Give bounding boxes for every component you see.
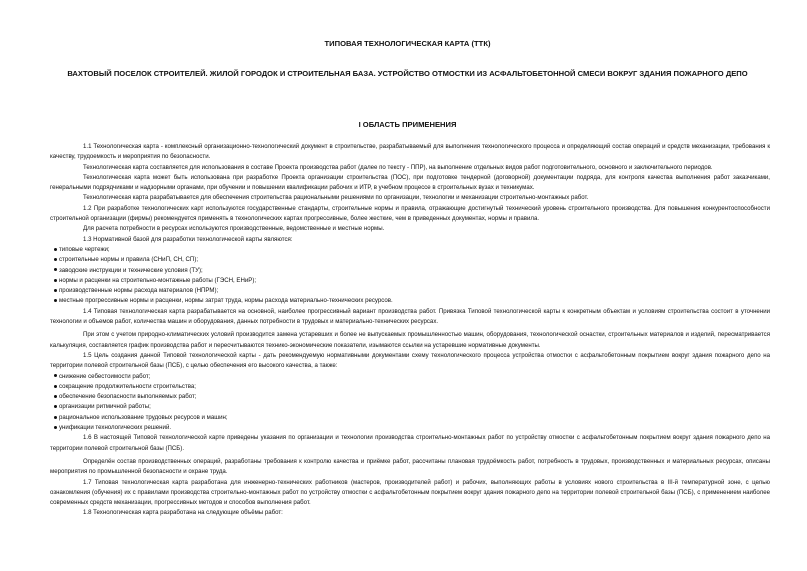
bullet-icon bbox=[54, 416, 57, 419]
paragraph-1-4b: При этом с учетом природно-климатических условий производится замена устаревших и более не выпускаемых промышленностью машин, оборудования, технологической оснастки, строительных материалов и изделий, пересматривается калькуляция, составляется график производства работ и пересчитываются технико-экономические показатели, изымаются ссылки на устаревшие нормативные документы. bbox=[50, 331, 770, 349]
paragraph-1-4: 1.4 Типовая технологическая карта разрабатывается на основной, наиболее прогрессивный вариант производства работ. Привязка Типовой технологической карты к конкретным объектам и условиям строительства состоит в уточнении технологии и объемов работ, количества машин и оборудования, данных потребности в трудовых и материально-технических ресурсах. bbox=[50, 307, 770, 326]
bullet-icon bbox=[54, 279, 57, 282]
paragraph-1-1b: Технологическая карта составляется для использования в составе Проекта производства работ (далее по тексту - ППР), на выполнение отдельных видов работ подготовительного, основного и заключительного периодов. bbox=[83, 163, 713, 171]
paragraph-1-1d: Технологическая карта разрабатывается для обеспечения строительства рациональными решениями по организации, технологии и механизации строительно-монтажных работ. bbox=[83, 194, 589, 202]
bullet-icon bbox=[54, 299, 57, 302]
paragraph-1-7: 1.7 Типовая технологическая карта разработана для инженерно-технических работников (мастеров, производителей работ) и рабочих, выполняющих работы в условиях нового строительства в III-й температурной зоне, с целью ознакомления (обучения) их с правилами производства строительно-монтажных работ по устройству отмостки с асфальтобетонным покрытием вокруг здания пожарного депо на территории полевой строительной базы (ПСБ), с применением наиболее современных средств механизации, прогрессивных методов и способов выполнения работ. bbox=[50, 478, 770, 507]
list-item: рациональное использование трудовых ресурсов и машин; bbox=[50, 413, 770, 423]
document-subtitle: ВАХТОВЫЙ ПОСЕЛОК СТРОИТЕЛЕЙ. ЖИЛОЙ ГОРОДОК И СТРОИТЕЛЬНАЯ БАЗА. УСТРОЙСТВО ОТМОСТКИ ИЗ АСФАЛЬТОБЕТОННОЙ СМЕСИ ВОКРУГ ЗДАНИЯ ПОЖАРНОГО ДЕПО bbox=[67, 69, 748, 78]
paragraph-1-3: 1.3 Нормативной базой для разработки технологической карты являются: bbox=[83, 235, 293, 243]
bullet-icon bbox=[54, 385, 57, 388]
bullet-icon bbox=[54, 374, 57, 377]
list-item: сокращение продолжительности строительства; bbox=[50, 382, 770, 392]
paragraph-1-2b: Для расчета потребности в ресурсах используются производственные, ведомственные и местные нормы. bbox=[83, 225, 385, 233]
paragraph-1-1: 1.1 Технологическая карта - комплексный организационно-технологический документ в строительстве, разрабатываемый для выполнения технологического процесса и определяющий состав операций и средств механизации, требования к качеству, трудоемкость и мероприятия по безопасности. bbox=[50, 143, 770, 161]
list-item: снижение себестоимости работ; bbox=[50, 372, 770, 382]
list-item: строительные нормы и правила (СНиП, СН, СП); bbox=[50, 255, 770, 265]
list-item: нормы и расценки на строительно-монтажные работы (ГЭСН, ЕНиР); bbox=[50, 276, 770, 286]
bullet-icon bbox=[54, 268, 57, 271]
bullet-icon bbox=[54, 405, 57, 408]
normative-base-list bbox=[50, 245, 770, 307]
paragraph-1-6b: Определён состав производственных операций, разработаны требования к контролю качества и приёмке работ, рассчитаны плановая трудоёмкость работ, потребность в трудовых, производственных и материальных ресурсах, описаны мероприятия по промышленной безопасности и охране труда. bbox=[50, 457, 770, 476]
document-title: ТИПОВАЯ ТЕХНОЛОГИЧЕСКАЯ КАРТА (ТТК) bbox=[324, 39, 491, 48]
paragraph-1-5: 1.5 Цель создания данной Типовой технологической карты - дать рекомендуемую нормативными документами схему технологического процесса устройства отмостки с асфальтобетонным покрытием вокруг здания пожарного депо на территории полевой строительной базы (ПСБ), с целью обеспечения его высокого качества, а также: bbox=[50, 351, 770, 370]
list-item: местные прогрессивные нормы и расценки, нормы затрат труда, нормы расхода материально-технических ресурсов. bbox=[50, 296, 770, 306]
section-heading: I ОБЛАСТЬ ПРИМЕНЕНИЯ bbox=[358, 120, 457, 129]
list-item: обеспечение безопасности выполняемых работ; bbox=[50, 392, 770, 402]
goals-list bbox=[50, 372, 770, 434]
bullet-icon bbox=[54, 395, 57, 398]
paragraph-1-8: 1.8 Технологическая карта разработана на следующие объёмы работ: bbox=[83, 509, 283, 517]
document-body bbox=[50, 142, 770, 519]
paragraph-1-2: 1.2 При разработке технологических карт используются государственные стандарты, строительные нормы и правила, отражающие достигнутый технический уровень строительного производства. Для повышения конкурентоспособности строительной организации (фирмы) рекомендуется применять в технологических картах прогрессивные, более жесткие, чем в приведенных документах, нормы и правила. bbox=[50, 204, 770, 223]
list-item: организации ритмичной работы; bbox=[50, 402, 770, 412]
list-item: типовые чертежи; bbox=[50, 245, 770, 255]
bullet-icon bbox=[54, 248, 57, 251]
list-item: заводские инструкции и технические условия (ТУ); bbox=[50, 266, 770, 276]
list-item: унификации технологических решений. bbox=[50, 423, 770, 433]
bullet-icon bbox=[54, 258, 57, 261]
list-item: производственные нормы расхода материалов (НПРМ); bbox=[50, 286, 770, 296]
bullet-icon bbox=[54, 289, 57, 292]
paragraph-1-1c: Технологическая карта может быть использована при разработке Проекта организации строительства (ПОС), при подготовке тендерной (договорной) документации подряда, для контроля качества выполнения работ заказчиками, генеральными подрядчиками и надзорными органами, при обучении и повышении квалификации рабочих и ИТР, в учебном процессе в строительных вузах и техникумах. bbox=[50, 173, 770, 192]
paragraph-1-6: 1.6 В настоящей Типовой технологической карте приведены указания по организации и технологии производства строительно-монтажных работ по устройству отмостки с асфальтобетонным покрытием вокруг здания пожарного депо на территории полевой строительной базы (ПСБ). bbox=[50, 434, 770, 452]
bullet-icon bbox=[54, 426, 57, 429]
